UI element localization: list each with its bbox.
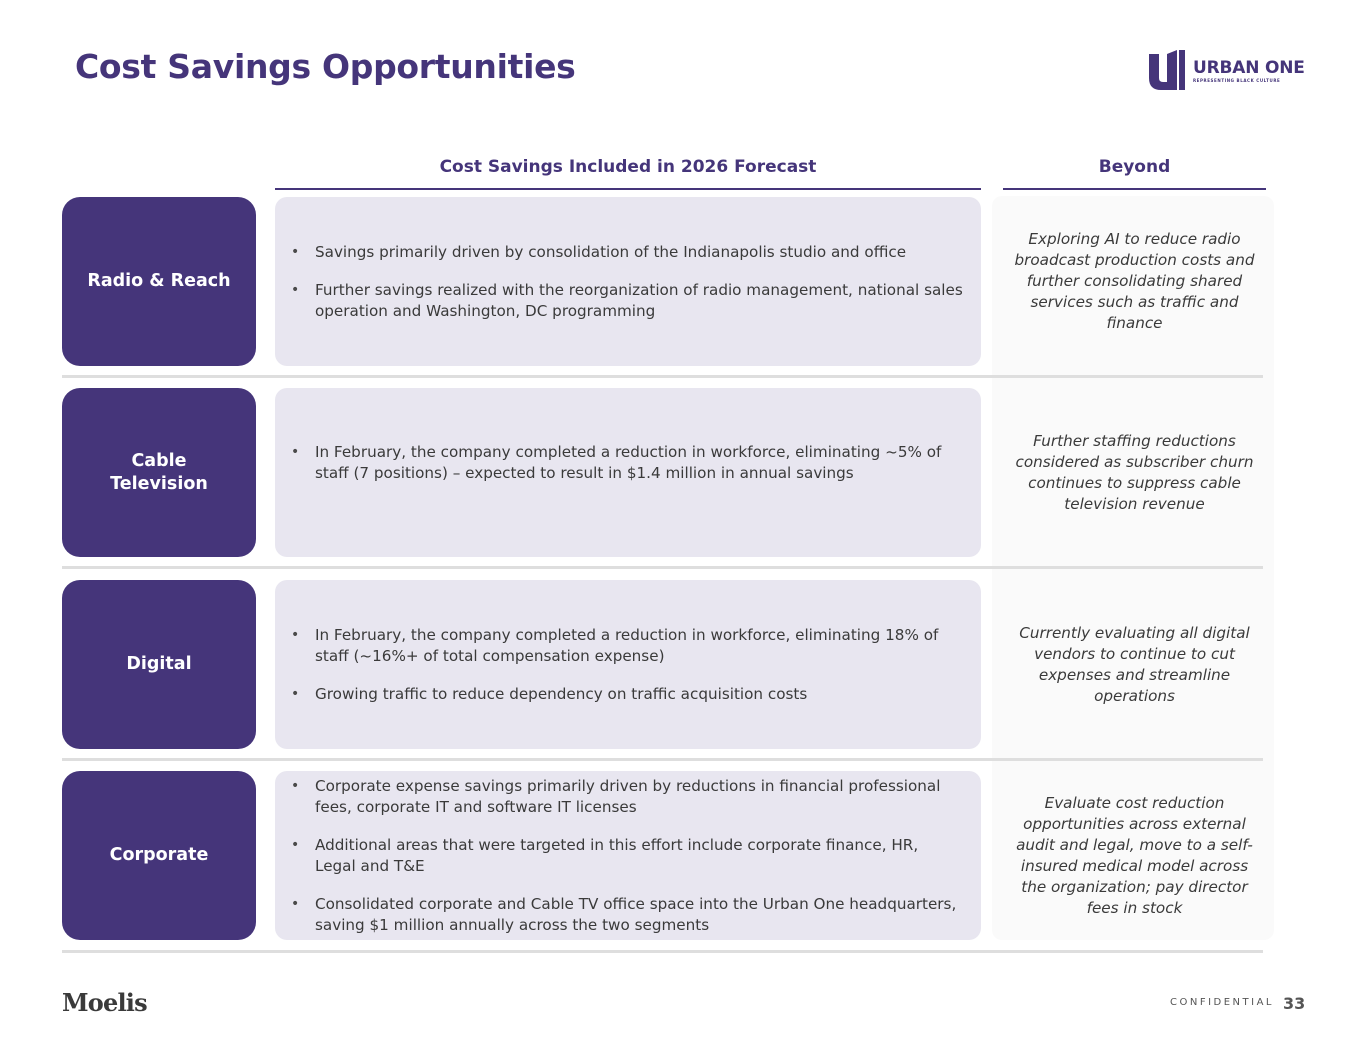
beyond-text: Exploring AI to reduce radio broadcast production costs and further consolidating shared services such as traffic and finance	[1014, 230, 1255, 332]
bullet-item: • Further savings realized with the reorganization of radio management, national sales operation and Washington, DC programming	[291, 280, 963, 322]
logo-name: URBAN ONE	[1193, 58, 1305, 78]
bullet-item: • Consolidated corporate and Cable TV office space into the Urban One headquarters, saving $1 million annually across the two segments	[291, 894, 963, 936]
row-separator	[62, 375, 1263, 378]
row-beyond-text	[1003, 197, 1266, 366]
row-beyond-text	[1003, 580, 1266, 749]
bullet-item: • Growing traffic to reduce dependency on traffic acquisition costs	[291, 684, 963, 705]
bullet-item: • In February, the company completed a reduction in workforce, eliminating ~5% of staff (7 positions) – expected to result in $1.4 million in annual savings	[291, 442, 963, 484]
row-label-box	[62, 580, 256, 749]
row-content-box	[275, 771, 981, 940]
table-row	[0, 197, 1365, 366]
beyond-text: Further staffing reductions considered as subscriber churn continues to suppress cable television revenue	[1015, 431, 1254, 513]
bullet-item: • Additional areas that were targeted in this effort include corporate finance, HR, Legal and T&E	[291, 835, 963, 877]
logo-tagline: REPRESENTING BLACK CULTURE	[1193, 78, 1281, 83]
row-label-box	[62, 771, 256, 940]
row-content-box	[275, 388, 981, 557]
table-row	[0, 771, 1365, 940]
table-row	[0, 580, 1365, 749]
page-title: Cost Savings Opportunities	[75, 47, 576, 86]
beyond-text: Evaluate cost reduction opportunities across external audit and legal, move to a self-insured medical model across the organization; pay director fees in stock	[1016, 793, 1253, 917]
column-underline-beyond	[1003, 188, 1266, 190]
column-underline-forecast	[275, 188, 981, 190]
row-content-box	[275, 580, 981, 749]
row-separator	[62, 950, 1263, 953]
row-separator	[62, 566, 1263, 569]
beyond-text: Currently evaluating all digital vendors to continue to cut expenses and streamline operations	[1019, 623, 1250, 705]
row-label: Radio & Reach	[87, 271, 231, 291]
bullet-list	[291, 776, 963, 936]
row-beyond-text	[1003, 771, 1266, 940]
row-content-box	[275, 197, 981, 366]
urban-one-mark-icon	[1147, 48, 1187, 90]
bullet-list	[291, 442, 963, 484]
row-label: Digital	[126, 654, 192, 674]
column-header-forecast: Cost Savings Included in 2026 Forecast	[439, 157, 817, 177]
row-label: Corporate	[109, 845, 209, 865]
row-label-box	[62, 388, 256, 557]
urban-one-logo	[1147, 48, 1307, 90]
bullet-item: • In February, the company completed a reduction in workforce, eliminating 18% of staff (~16%+ of total compensation expense)	[291, 625, 963, 667]
bullet-list	[291, 242, 963, 322]
page-number: 33	[1283, 994, 1306, 1013]
moelis-logo: Moelis	[62, 988, 147, 1017]
column-header-beyond: Beyond	[1098, 157, 1171, 177]
row-separator	[62, 758, 1263, 761]
bullet-item: • Savings primarily driven by consolidation of the Indianapolis studio and office	[291, 242, 963, 263]
row-label-box	[62, 197, 256, 366]
bullet-item: • Corporate expense savings primarily driven by reductions in financial professional fees, corporate IT and software IT licenses	[291, 776, 963, 818]
table-row	[0, 388, 1365, 557]
bullet-list	[291, 625, 963, 705]
confidential-label: CONFIDENTIAL	[1170, 997, 1275, 1008]
row-beyond-text	[1003, 388, 1266, 557]
row-label: Cable Television	[110, 450, 208, 494]
